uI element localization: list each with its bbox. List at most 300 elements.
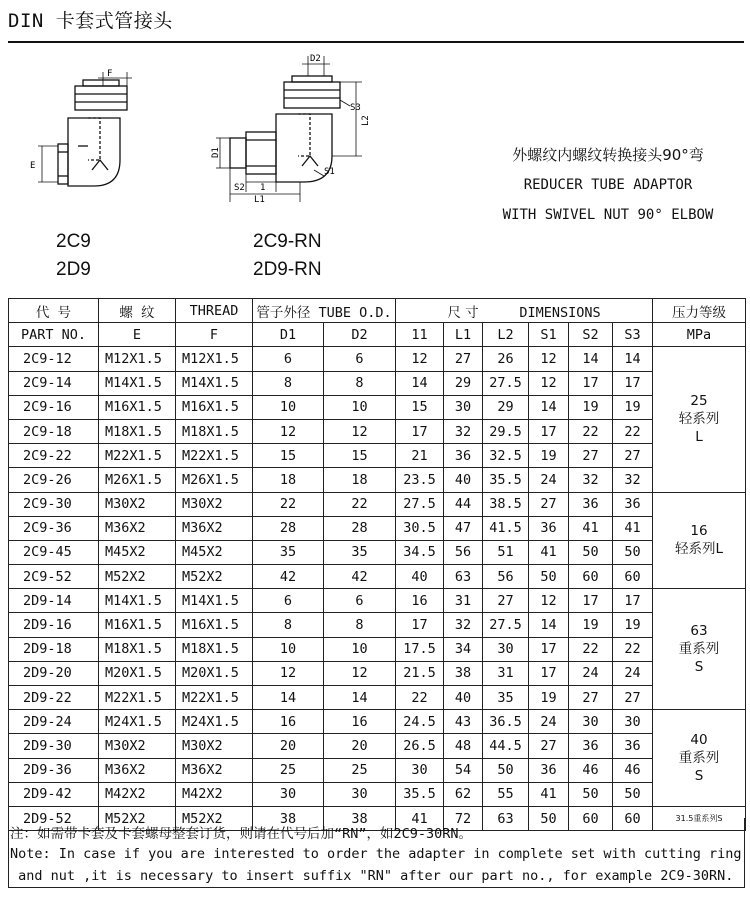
part-number-cell: 2D9-16 <box>9 613 99 637</box>
table-cell: 27 <box>483 589 529 613</box>
header-f: F <box>176 323 253 347</box>
pressure-rating-line: 25 <box>690 393 708 410</box>
table-cell: 8 <box>253 613 324 637</box>
table-cell: 27 <box>529 492 569 516</box>
part-number-cell: 2C9-30 <box>9 492 99 516</box>
part-number-cell: 2D9-24 <box>9 710 99 734</box>
table-cell: 36 <box>529 516 569 540</box>
pressure-rating-line: S <box>694 659 704 676</box>
table-cell: 22 <box>569 419 613 443</box>
table-cell: M14X1.5 <box>99 589 176 613</box>
table-cell: 19 <box>569 395 613 419</box>
table-cell: 36 <box>569 734 613 758</box>
table-cell: 12 <box>253 419 324 443</box>
note-en-1: Note: In case if you are interested to order the adapter in complete set with cutting ring <box>10 846 742 862</box>
table-cell: 56 <box>483 565 529 589</box>
description-en-2: WITH SWIVEL NUT 90° ELBOW <box>502 207 714 223</box>
table-cell: M26X1.5 <box>99 468 176 492</box>
table-cell: 20 <box>324 734 396 758</box>
pressure-rating-line: L <box>695 429 703 446</box>
table-cell: 32 <box>569 468 613 492</box>
part-number-cell: 2C9-22 <box>9 444 99 468</box>
table-cell: M36X2 <box>99 758 176 782</box>
elbow-drawing-2c9 <box>28 64 148 204</box>
header-dimensions <box>396 299 653 323</box>
table-row <box>9 492 746 516</box>
table-cell: 51 <box>483 540 529 564</box>
table-row <box>9 419 746 443</box>
table-row <box>9 782 746 806</box>
table-cell: M18X1.5 <box>99 419 176 443</box>
table-cell: 21.5 <box>396 661 444 685</box>
table-cell: 27.5 <box>483 371 529 395</box>
table-cell: 14 <box>529 395 569 419</box>
table-cell: 50 <box>613 782 653 806</box>
table-cell: 24 <box>529 468 569 492</box>
table-cell: 14 <box>569 347 613 371</box>
table-cell: 14 <box>396 371 444 395</box>
pressure-rating-cell <box>653 347 746 492</box>
table-cell: 44 <box>444 492 483 516</box>
table-row <box>9 347 746 371</box>
table-cell: 22 <box>253 492 324 516</box>
table-cell: 17 <box>613 589 653 613</box>
table-cell: 10 <box>324 395 396 419</box>
table-row <box>9 444 746 468</box>
table-cell: 31 <box>444 589 483 613</box>
table-cell: 41 <box>396 806 444 830</box>
table-cell: 17 <box>529 419 569 443</box>
table-cell: 26 <box>483 347 529 371</box>
table-cell: M14X1.5 <box>99 371 176 395</box>
code-2d9: 2D9 <box>56 259 91 280</box>
table-cell: 14 <box>529 613 569 637</box>
table-cell: 60 <box>569 806 613 830</box>
pressure-rating-cell <box>653 492 746 589</box>
table-cell: 6 <box>253 589 324 613</box>
part-number-cell: 2D9-42 <box>9 782 99 806</box>
table-cell: 14 <box>324 686 396 710</box>
header-e: E <box>99 323 176 347</box>
part-number-cell: 2D9-22 <box>9 686 99 710</box>
table-cell: 50 <box>529 806 569 830</box>
table-cell: 8 <box>324 613 396 637</box>
table-cell: M16X1.5 <box>99 613 176 637</box>
codes-left <box>56 228 91 284</box>
label-d1: D1 <box>211 147 221 158</box>
part-number-cell: 2C9-18 <box>9 419 99 443</box>
header-d2: D2 <box>324 323 396 347</box>
table-cell: 12 <box>324 419 396 443</box>
table-cell: 8 <box>253 371 324 395</box>
product-description <box>488 140 728 230</box>
header-code-zh: 代 号 <box>9 299 99 323</box>
table-cell: 36 <box>444 444 483 468</box>
header-s1: S1 <box>529 323 569 347</box>
table-cell: M30X2 <box>99 734 176 758</box>
label-s2: S2 <box>234 183 245 193</box>
table-cell: 28 <box>253 516 324 540</box>
pressure-rating-line: 63 <box>690 623 708 640</box>
table-cell: 40 <box>444 686 483 710</box>
table-row <box>9 734 746 758</box>
table-cell: 16 <box>253 710 324 734</box>
table-cell: 15 <box>324 444 396 468</box>
table-cell: M36X2 <box>176 516 253 540</box>
table-cell: M30X2 <box>176 492 253 516</box>
label-s1: S1 <box>324 167 335 177</box>
table-cell: M24X1.5 <box>176 710 253 734</box>
table-cell: 72 <box>444 806 483 830</box>
header-s2: S2 <box>569 323 613 347</box>
table-row <box>9 468 746 492</box>
table-cell: 60 <box>569 565 613 589</box>
table-body <box>9 347 746 831</box>
table-cell: 30 <box>324 782 396 806</box>
table-cell: 40 <box>444 468 483 492</box>
table-cell: 26.5 <box>396 734 444 758</box>
table-cell: M12X1.5 <box>99 347 176 371</box>
table-cell: 15 <box>253 444 324 468</box>
table-row <box>9 637 746 661</box>
table-cell: M42X2 <box>99 782 176 806</box>
table-cell: 32 <box>613 468 653 492</box>
table-cell: 42 <box>324 565 396 589</box>
codes-right <box>253 228 322 284</box>
pressure-rating-line: S <box>694 768 704 785</box>
table-cell: M30X2 <box>176 734 253 758</box>
table-cell: 36 <box>613 492 653 516</box>
table-row <box>9 661 746 685</box>
table-row <box>9 395 746 419</box>
table-cell: 30 <box>569 710 613 734</box>
table-cell: M18X1.5 <box>176 637 253 661</box>
table-cell: M42X2 <box>176 782 253 806</box>
table-cell: 62 <box>444 782 483 806</box>
pressure-rating-cell <box>653 710 746 807</box>
table-cell: 27.5 <box>483 613 529 637</box>
table-cell: M14X1.5 <box>176 589 253 613</box>
table-cell: 32 <box>444 613 483 637</box>
table-row <box>9 710 746 734</box>
header-thread-zh: 螺 纹 <box>99 299 176 323</box>
table-cell: 17 <box>569 589 613 613</box>
table-cell: 41 <box>613 516 653 540</box>
pressure-rating-cell <box>653 589 746 710</box>
table-cell: 10 <box>253 637 324 661</box>
table-cell: 20 <box>253 734 324 758</box>
table-cell: M52X2 <box>176 565 253 589</box>
pressure-rating-line: 重系列 <box>678 750 720 767</box>
table-cell: 8 <box>324 371 396 395</box>
table-cell: 27 <box>569 686 613 710</box>
table-row <box>9 686 746 710</box>
table-cell: 24 <box>529 710 569 734</box>
label-s3: S3 <box>350 103 361 113</box>
table-cell: 50 <box>529 565 569 589</box>
table-cell: 38 <box>324 806 396 830</box>
table-cell: 35 <box>324 540 396 564</box>
part-number-cell: 2C9-14 <box>9 371 99 395</box>
table-cell: 16 <box>324 710 396 734</box>
table-cell: 30 <box>396 758 444 782</box>
table-cell: 55 <box>483 782 529 806</box>
table-cell: 22 <box>613 637 653 661</box>
part-number-cell: 2C9-16 <box>9 395 99 419</box>
table-cell: 12 <box>396 347 444 371</box>
table-cell: 32.5 <box>483 444 529 468</box>
table-cell: 16 <box>396 589 444 613</box>
code-2c9: 2C9 <box>56 231 91 252</box>
table-cell: M45X2 <box>99 540 176 564</box>
table-cell: 24 <box>613 661 653 685</box>
pressure-rating-line: 重系列 <box>678 641 720 658</box>
table-cell: 35 <box>483 686 529 710</box>
table-cell: M20X1.5 <box>176 661 253 685</box>
table-cell: M22X1.5 <box>176 686 253 710</box>
table-cell: 35 <box>253 540 324 564</box>
part-number-cell: 2D9-30 <box>9 734 99 758</box>
table-cell: 17 <box>613 371 653 395</box>
table-cell: 14 <box>253 686 324 710</box>
table-cell: 14 <box>613 347 653 371</box>
pressure-rating-line: 16 <box>690 523 708 540</box>
part-number-cell: 2C9-45 <box>9 540 99 564</box>
part-number-cell: 2D9-14 <box>9 589 99 613</box>
table-cell: 60 <box>613 565 653 589</box>
table-cell: 36 <box>569 492 613 516</box>
part-number-cell: 2C9-36 <box>9 516 99 540</box>
cutting-ring-nut <box>246 132 276 174</box>
table-cell: 63 <box>483 806 529 830</box>
table-cell: 27 <box>529 734 569 758</box>
table-cell: 38 <box>444 661 483 685</box>
table-cell: 46 <box>569 758 613 782</box>
table-cell: 18 <box>324 468 396 492</box>
header-pressure-unit: MPa <box>653 323 746 347</box>
table-cell: 12 <box>529 371 569 395</box>
table-cell: 6 <box>253 347 324 371</box>
label-l1: L1 <box>254 195 265 205</box>
table-cell: M24X1.5 <box>99 710 176 734</box>
elbow-body-outline <box>68 118 120 186</box>
table-row <box>9 613 746 637</box>
table-row <box>9 516 746 540</box>
table-cell: M52X2 <box>176 806 253 830</box>
part-number-cell: 2C9-26 <box>9 468 99 492</box>
table-cell: 21 <box>396 444 444 468</box>
table-cell: 56 <box>444 540 483 564</box>
table-row <box>9 758 746 782</box>
table-cell: 31 <box>483 661 529 685</box>
table-cell: 6 <box>324 347 396 371</box>
table-cell: 36.5 <box>483 710 529 734</box>
table-cell: 32 <box>444 419 483 443</box>
table-header-row-2 <box>9 323 746 347</box>
table-cell: 6 <box>324 589 396 613</box>
table-cell: M16X1.5 <box>176 613 253 637</box>
table-cell: M16X1.5 <box>99 395 176 419</box>
header-tube-od: 管子外径 TUBE O.D. <box>253 299 396 323</box>
table-cell: M36X2 <box>176 758 253 782</box>
table-cell: 12 <box>529 347 569 371</box>
table-cell: 22 <box>569 637 613 661</box>
header-dimensions-en: DIMENSIONS <box>519 304 601 321</box>
table-cell: 50 <box>613 540 653 564</box>
table-cell: 29 <box>444 371 483 395</box>
table-row <box>9 589 746 613</box>
table-cell: 27 <box>613 686 653 710</box>
header-l2: L2 <box>483 323 529 347</box>
note-en-2: and nut ,it is necessary to insert suffix "RN" after our part no., for example 2C9-30RN. <box>10 868 734 884</box>
part-number-cell: 2D9-18 <box>9 637 99 661</box>
table-cell: 40 <box>396 565 444 589</box>
label-d2: D2 <box>310 54 321 64</box>
table-cell: 47 <box>444 516 483 540</box>
table-cell: 22 <box>396 686 444 710</box>
table-cell: 22 <box>324 492 396 516</box>
table-cell: M52X2 <box>99 565 176 589</box>
table-cell: 22 <box>613 419 653 443</box>
table-cell: M45X2 <box>176 540 253 564</box>
table-cell: 19 <box>529 444 569 468</box>
table-cell: 19 <box>613 395 653 419</box>
table-cell: 27 <box>444 347 483 371</box>
table-cell: 34 <box>444 637 483 661</box>
pressure-rating-line: 轻系列 <box>678 411 720 428</box>
part-number-cell: 2C9-52 <box>9 565 99 589</box>
table-cell: 41.5 <box>483 516 529 540</box>
table-cell: 19 <box>529 686 569 710</box>
code-2c9-rn: 2C9-RN <box>253 231 322 252</box>
table-cell: 63 <box>444 565 483 589</box>
table-cell: 17 <box>396 419 444 443</box>
table-row <box>9 565 746 589</box>
header-pressure-zh: 压力等级 <box>653 299 746 323</box>
table-cell: 17 <box>569 371 613 395</box>
table-cell: 17 <box>396 613 444 637</box>
table-cell: 27 <box>569 444 613 468</box>
table-cell: 60 <box>613 806 653 830</box>
table-cell: M14X1.5 <box>176 371 253 395</box>
header-l: 11 <box>396 323 444 347</box>
table-cell: 46 <box>613 758 653 782</box>
table-cell: 29 <box>483 395 529 419</box>
table-cell: 30.5 <box>396 516 444 540</box>
table-cell: 38.5 <box>483 492 529 516</box>
table-cell: 12 <box>529 589 569 613</box>
header-d1: D1 <box>253 323 324 347</box>
table-cell: 48 <box>444 734 483 758</box>
note-zh: 注：如需带卡套及卡套螺母整套订货，则请在代号后加“RN”，如2C9-30RN。 <box>10 826 473 842</box>
table-cell: M26X1.5 <box>176 468 253 492</box>
table-cell: 30 <box>253 782 324 806</box>
table-cell: M22X1.5 <box>176 444 253 468</box>
label-small-l: 1 <box>260 183 266 193</box>
table-cell: 30 <box>613 710 653 734</box>
table-cell: 36 <box>613 734 653 758</box>
dimensions-table <box>8 298 746 831</box>
table-cell: 41 <box>529 782 569 806</box>
header-thread-en: THREAD <box>176 299 253 323</box>
label-l2: L2 <box>361 115 371 126</box>
table-cell: 23.5 <box>396 468 444 492</box>
pressure-rating-line: 31.5重系列S <box>675 813 723 823</box>
table-cell: 25 <box>253 758 324 782</box>
table-cell: 10 <box>324 637 396 661</box>
pressure-rating-line: 40 <box>690 732 708 749</box>
table-row <box>9 371 746 395</box>
table-cell: 24 <box>569 661 613 685</box>
table-cell: M20X1.5 <box>99 661 176 685</box>
table-cell: 25 <box>324 758 396 782</box>
swivel-nut-outline <box>75 86 127 110</box>
table-cell: M18X1.5 <box>99 637 176 661</box>
table-cell: 17.5 <box>396 637 444 661</box>
table-cell: 54 <box>444 758 483 782</box>
table-cell: 43 <box>444 710 483 734</box>
part-number-cell: 2C9-12 <box>9 347 99 371</box>
table-cell: M12X1.5 <box>176 347 253 371</box>
page-title: DIN 卡套式管接头 <box>8 10 173 32</box>
table-cell: M36X2 <box>99 516 176 540</box>
part-number-cell: 2D9-52 <box>9 806 99 830</box>
table-header-row-1 <box>9 299 746 323</box>
table-cell: 50 <box>569 782 613 806</box>
table-cell: 19 <box>569 613 613 637</box>
table-cell: 36 <box>529 758 569 782</box>
table-cell: 29.5 <box>483 419 529 443</box>
table-cell: 27.5 <box>396 492 444 516</box>
table-cell: 17 <box>529 661 569 685</box>
table-cell: 10 <box>253 395 324 419</box>
table-cell: 50 <box>569 540 613 564</box>
table-cell: 34.5 <box>396 540 444 564</box>
table-cell: 12 <box>253 661 324 685</box>
header-divider <box>8 41 744 43</box>
header-code-en: PART NO. <box>9 323 99 347</box>
table-cell: 28 <box>324 516 396 540</box>
table-cell: 38 <box>253 806 324 830</box>
table-cell: 24.5 <box>396 710 444 734</box>
table-cell: 30 <box>444 395 483 419</box>
table-cell: 27 <box>613 444 653 468</box>
part-number-cell: 2D9-36 <box>9 758 99 782</box>
table-cell: 50 <box>483 758 529 782</box>
table-cell: 35.5 <box>483 468 529 492</box>
label-e: E <box>30 161 36 171</box>
table-cell: 44.5 <box>483 734 529 758</box>
header-l1: L1 <box>444 323 483 347</box>
table-row <box>9 540 746 564</box>
table-cell: 15 <box>396 395 444 419</box>
table-cell: 19 <box>613 613 653 637</box>
description-zh: 外螺纹内螺纹转换接头90°弯 <box>512 146 704 164</box>
table-cell: M22X1.5 <box>99 444 176 468</box>
elbow-drawing-2c9-rn <box>206 52 386 207</box>
table-cell: M22X1.5 <box>99 686 176 710</box>
table-cell: 35.5 <box>396 782 444 806</box>
table-cell: 42 <box>253 565 324 589</box>
description-en-1: REDUCER TUBE ADAPTOR <box>523 177 693 193</box>
table-cell: 18 <box>253 468 324 492</box>
header-s3: S3 <box>613 323 653 347</box>
header-dimensions-zh: 尺 寸 <box>447 304 479 321</box>
table-cell: M30X2 <box>99 492 176 516</box>
table-cell: M52X2 <box>99 806 176 830</box>
code-2d9-rn: 2D9-RN <box>253 259 322 280</box>
table-cell: 30 <box>483 637 529 661</box>
